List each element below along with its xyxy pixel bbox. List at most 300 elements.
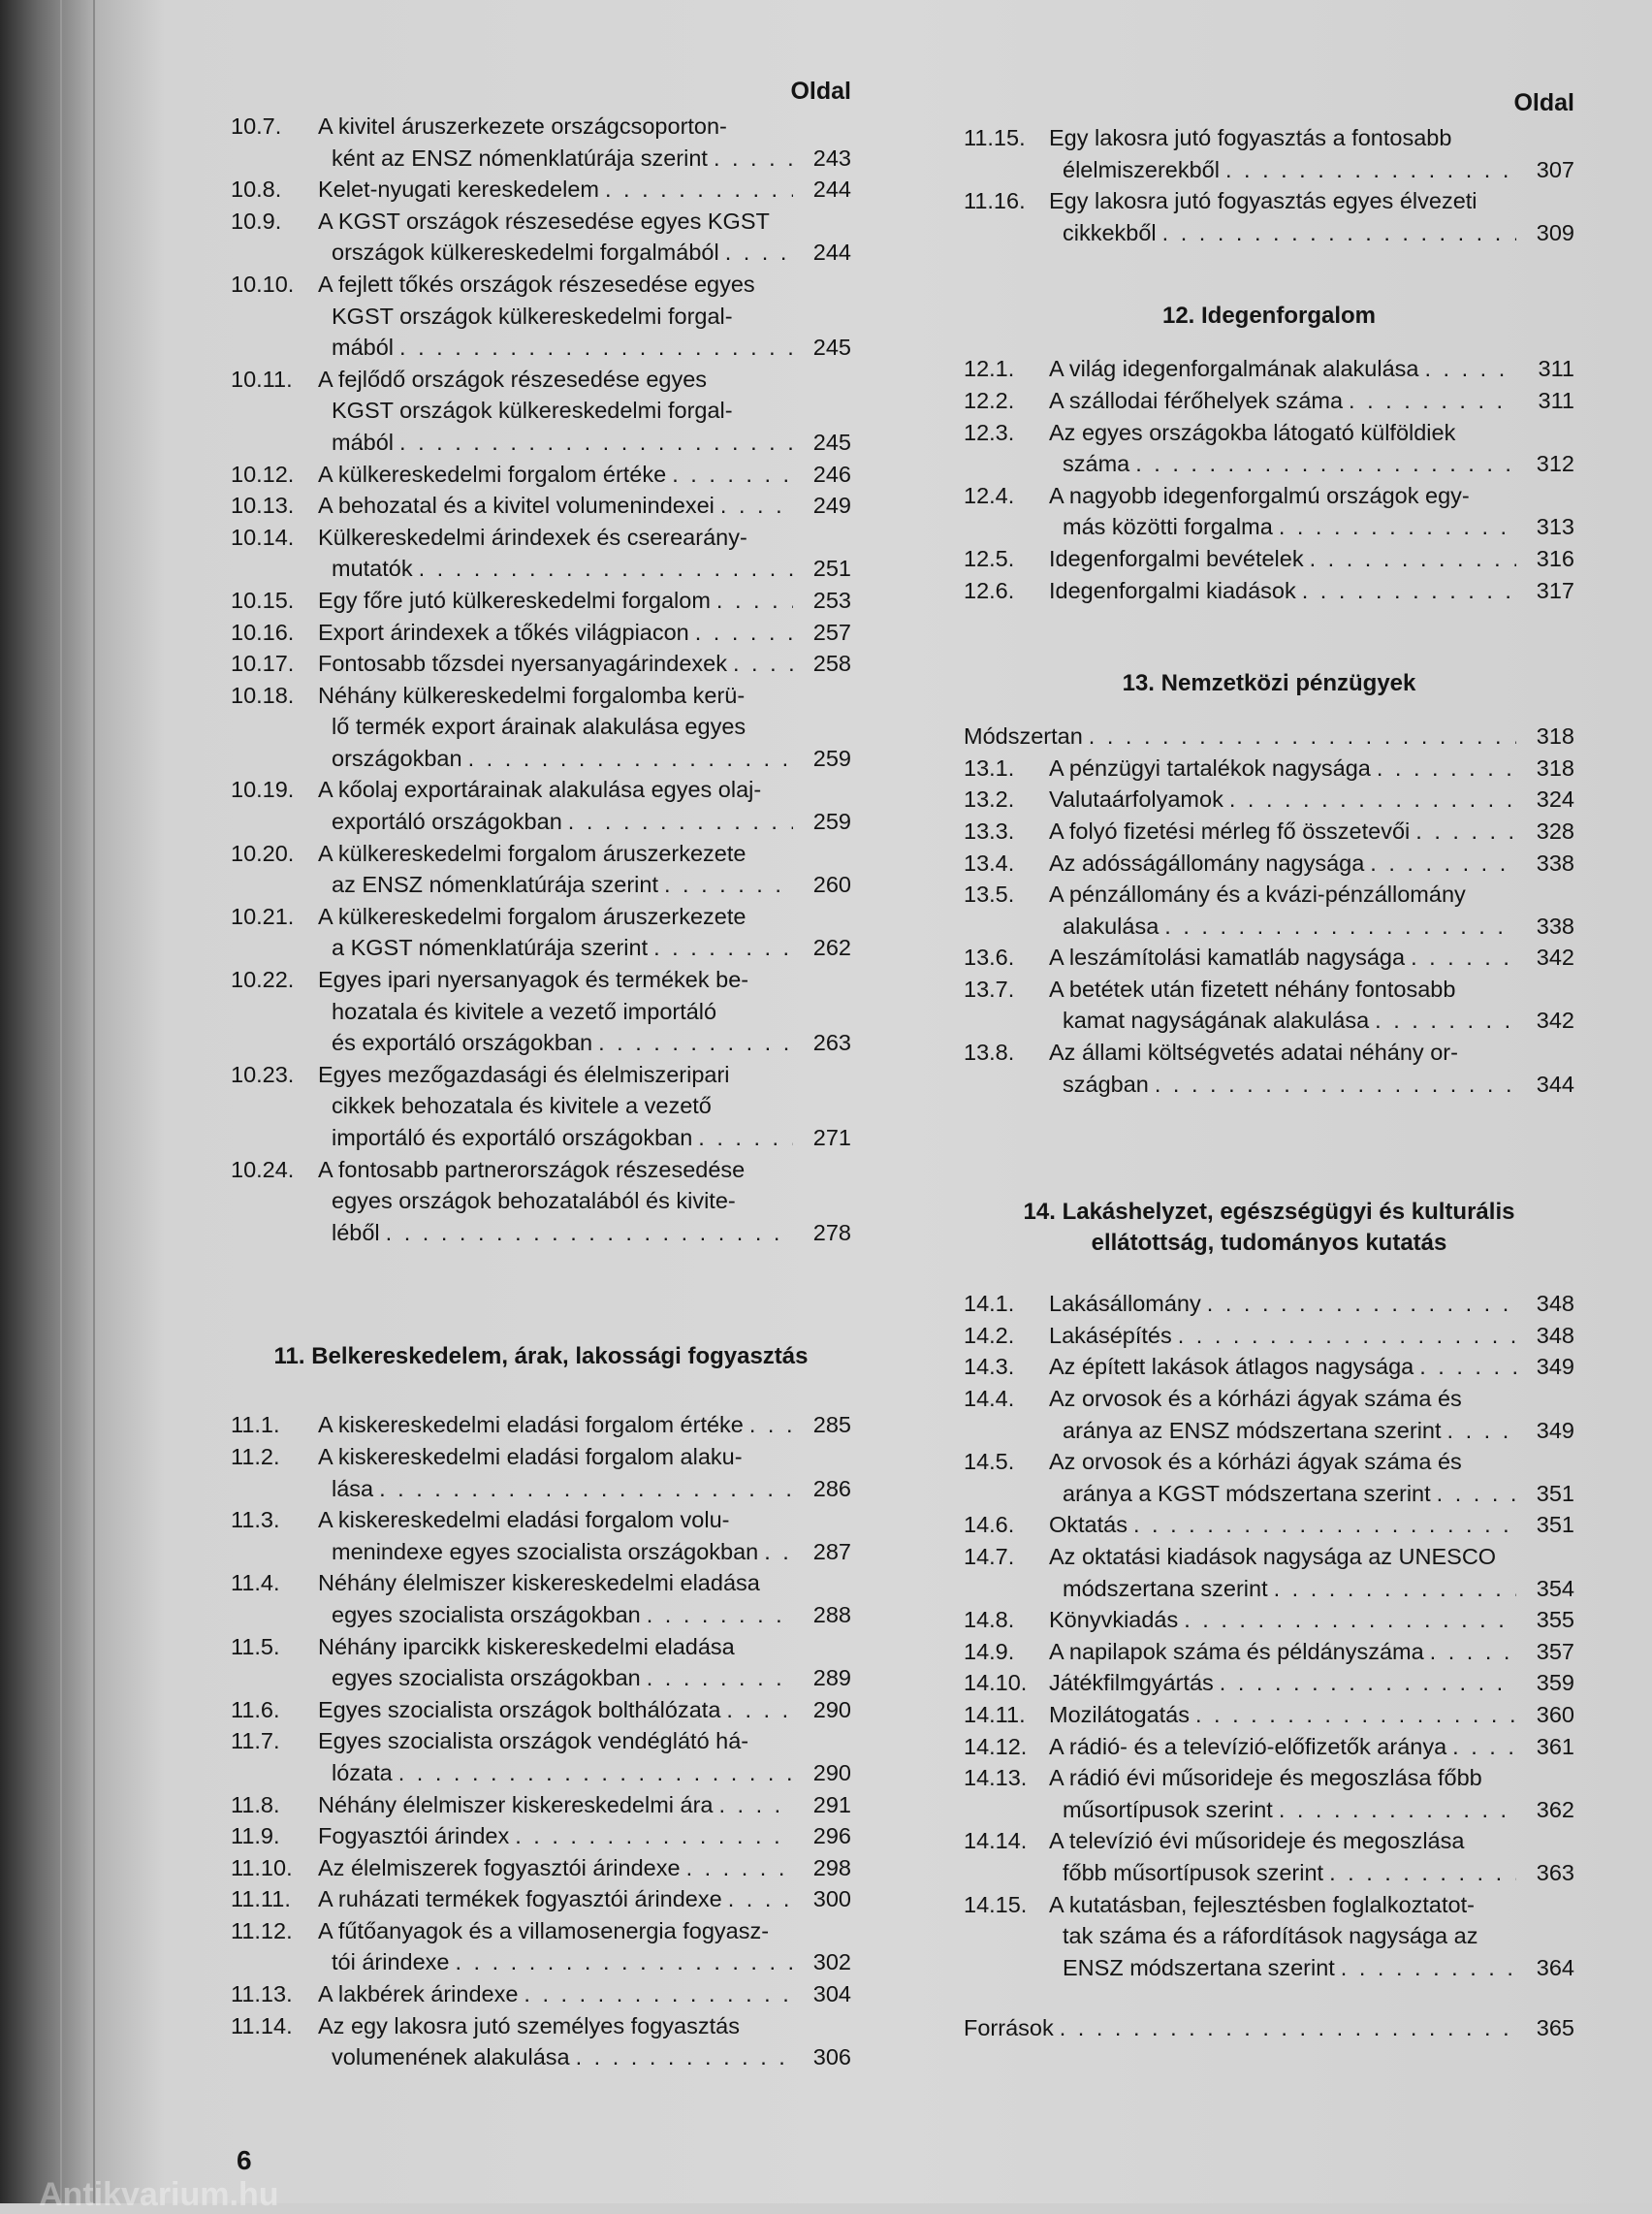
entry-title-line: Kelet-nyugati kereskedelem xyxy=(318,176,599,203)
entry-title-line: A folyó fizetési mérleg fő összetevői xyxy=(1049,818,1411,844)
dot-leader xyxy=(399,332,793,364)
entry-title-line: módszertana szerint xyxy=(1063,1575,1268,1601)
dot-leader xyxy=(1341,1952,1516,1984)
entry-title-line: Idegenforgalmi bevételek xyxy=(1049,545,1304,571)
entry-title-line: Az orvosok és a kórházi ágyak száma és xyxy=(1049,1386,1462,1412)
entry-title-line: mutatók xyxy=(332,556,413,582)
entry-number: 12.3. xyxy=(964,419,1015,445)
toc-entry[interactable] xyxy=(231,1820,851,1852)
entry-number: 14.11. xyxy=(964,1701,1026,1727)
toc-entry[interactable] xyxy=(231,964,851,1059)
entry-page: 246 xyxy=(812,461,851,487)
toc-entry[interactable] xyxy=(231,206,851,269)
entry-title-line: Egy lakosra jutó fogyasztás egyes élvezeti xyxy=(1049,188,1477,214)
entry-page: 313 xyxy=(1536,514,1574,540)
dot-leader xyxy=(1424,353,1516,385)
entry-number: 11.12. xyxy=(231,1917,293,1943)
dot-leader xyxy=(647,1599,793,1631)
section-11-title: 11. Belkereskedelem, árak, lakossági fogyasztás xyxy=(273,1343,809,1370)
entry-number: 12.6. xyxy=(964,577,1015,603)
toc-entry[interactable] xyxy=(231,585,851,617)
watermark: Antikvarium.hu xyxy=(39,2176,279,2213)
dot-leader xyxy=(515,1820,793,1852)
toc-entry[interactable] xyxy=(964,879,1574,942)
entry-number: 13.2. xyxy=(964,786,1015,813)
dot-leader xyxy=(1411,942,1516,974)
entry-number: 13.4. xyxy=(964,850,1015,876)
entry-number: 10.10. xyxy=(231,271,295,297)
toc-entry[interactable] xyxy=(964,1541,1574,1604)
entry-title-line: cikkek behozatala és kivitele a vezető xyxy=(332,1093,712,1119)
dot-leader xyxy=(1302,575,1516,607)
toc-entry[interactable] xyxy=(964,1351,1574,1383)
entry-title-line: A kiskereskedelmi eladási forgalom értéke xyxy=(318,1412,744,1438)
entry-page: 318 xyxy=(1536,723,1574,750)
entry-number: 10.23. xyxy=(231,1061,295,1087)
dot-leader xyxy=(647,1662,793,1694)
entry-title-line: lása xyxy=(332,1475,374,1501)
dot-leader xyxy=(716,585,793,617)
dot-leader xyxy=(1349,385,1516,417)
dot-leader xyxy=(695,617,793,649)
entry-page: 263 xyxy=(812,1030,851,1056)
entry-title-line: Egy lakosra jutó fogyasztás a fontosabb xyxy=(1049,125,1452,150)
left-column xyxy=(231,78,851,2073)
entry-title-line: Az állami költségvetés adatai néhány or- xyxy=(1049,1040,1458,1066)
entry-page: 311 xyxy=(1538,356,1574,382)
entry-title-line: A rádió évi műsorideje és megoszlása főbb xyxy=(1049,1765,1482,1791)
toc-entry[interactable] xyxy=(964,353,1574,385)
page-number: 6 xyxy=(237,2145,252,2175)
toc-entry[interactable] xyxy=(964,1762,1574,1825)
toc-entry[interactable] xyxy=(964,1320,1574,1352)
entry-title-line: egyes országok behozatalából és kivite- xyxy=(332,1188,736,1214)
toc-entry[interactable] xyxy=(231,648,851,680)
toc-entry[interactable] xyxy=(964,1825,1574,1888)
entry-title-line: tói árindexe xyxy=(332,1949,450,1975)
entry-number: 10.24. xyxy=(231,1156,295,1182)
entry-number: 11.13. xyxy=(231,1981,293,2007)
entry-title-line: száma xyxy=(1063,451,1130,477)
toc-entry[interactable] xyxy=(964,1037,1574,1100)
entry-number: 11.6. xyxy=(231,1696,280,1722)
toc-entry[interactable] xyxy=(231,174,851,206)
entry-number: 11.11. xyxy=(231,1886,291,1912)
dot-leader xyxy=(1207,1288,1516,1320)
entry-title-line: országok külkereskedelmi forgalmából xyxy=(332,240,719,266)
entry-page: 296 xyxy=(812,1823,851,1849)
entry-title-line: A pénzállomány és a kvázi-pénzállomány xyxy=(1049,882,1466,908)
entry-title: Módszertan xyxy=(964,723,1083,750)
entry-page: 244 xyxy=(812,176,851,203)
toc-entry[interactable] xyxy=(231,364,851,459)
entry-page: 300 xyxy=(812,1886,851,1912)
entry-title-line: ENSZ módszertana szerint xyxy=(1063,1954,1335,1980)
entry-page: 317 xyxy=(1536,577,1574,603)
entry-page: 309 xyxy=(1536,219,1574,245)
toc-entry[interactable] xyxy=(964,543,1574,575)
dot-leader xyxy=(399,427,793,459)
entry-title-line: aránya az ENSZ módszertana szerint xyxy=(1063,1417,1442,1443)
entry-page: 278 xyxy=(812,1219,851,1245)
toc-list-section-12 xyxy=(964,353,1574,606)
dot-leader xyxy=(524,1978,793,2010)
gutter-line xyxy=(93,0,95,2203)
entry-number: 14.9. xyxy=(964,1638,1015,1664)
entry-number: 10.13. xyxy=(231,493,295,519)
dot-leader xyxy=(1447,1415,1516,1447)
entry-title-line: Az egyes országokba látogató külföldiek xyxy=(1049,419,1456,445)
toc-entry[interactable] xyxy=(231,269,851,364)
entry-title-line: alakulása xyxy=(1063,913,1160,939)
toc-entry[interactable] xyxy=(231,1504,851,1567)
entry-page: 312 xyxy=(1536,451,1574,477)
toc-entry[interactable] xyxy=(964,575,1574,607)
entry-page: 249 xyxy=(812,493,851,519)
entry-title-line: Egyes ipari nyersanyagok és termékek be- xyxy=(318,967,749,993)
entry-number: 14.1. xyxy=(964,1291,1015,1317)
entry-page: 355 xyxy=(1536,1607,1574,1633)
dot-leader xyxy=(1329,1857,1516,1889)
entry-page: 348 xyxy=(1536,1291,1574,1317)
dot-leader xyxy=(1274,1573,1516,1605)
dot-leader xyxy=(664,869,793,901)
dot-leader xyxy=(1377,753,1516,785)
entry-title-line: A televízió évi műsorideje és megoszlása xyxy=(1049,1828,1465,1854)
entry-title-line: A kivitel áruszerkezete országcsoporton- xyxy=(318,113,727,139)
entry-title-line: A betétek után fizetett néhány fontosabb xyxy=(1049,976,1456,1002)
entry-page: 364 xyxy=(1536,1954,1574,1980)
entry-page: 245 xyxy=(812,335,851,361)
entry-title-line: A kiskereskedelmi eladási forgalom volu- xyxy=(318,1507,730,1533)
entry-title-line: A behozatal és a kivitel volumenindexei xyxy=(318,493,715,519)
toc-entry[interactable] xyxy=(964,122,1574,185)
toc-entry[interactable] xyxy=(964,1288,1574,1320)
entry-page: 298 xyxy=(812,1854,851,1880)
entry-title-line: mából xyxy=(332,429,395,455)
entry-page: 324 xyxy=(1536,786,1574,813)
entry-page: 328 xyxy=(1536,818,1574,844)
entry-title-line: A napilapok száma és példányszáma xyxy=(1049,1638,1424,1664)
toc-entry[interactable] xyxy=(231,1409,851,1441)
entry-page: 342 xyxy=(1536,945,1574,971)
entry-title-line: Egyes szocialista országok vendéglátó há- xyxy=(318,1728,749,1754)
gutter-line xyxy=(60,0,62,2203)
toc-entry[interactable] xyxy=(231,1694,851,1726)
toc-entry[interactable] xyxy=(964,185,1574,248)
entry-title-line: Az élelmiszerek fogyasztói árindexe xyxy=(318,1854,681,1880)
toc-entry[interactable] xyxy=(231,774,851,837)
dot-leader xyxy=(720,490,793,522)
toc-entry[interactable] xyxy=(231,901,851,964)
toc-entry[interactable] xyxy=(231,1441,851,1504)
entry-page: 365 xyxy=(1536,2015,1574,2041)
entry-page: 359 xyxy=(1536,1670,1574,1696)
entry-number: 11.4. xyxy=(231,1570,280,1596)
entry-title-line: Az orvosok és a kórházi ágyak száma és xyxy=(1049,1449,1462,1475)
entry-title-line: más közötti forgalma xyxy=(1063,514,1273,540)
entry-title-line: mából xyxy=(332,335,395,361)
entry-title-line: Az oktatási kiadások nagysága az UNESCO xyxy=(1049,1544,1497,1569)
toc-entry[interactable] xyxy=(231,490,851,522)
entry-title-line: országokban xyxy=(332,745,462,771)
section-14-title-line1: 14. Lakáshelyzet, egészségügyi és kulturális xyxy=(1023,1199,1515,1226)
dot-leader xyxy=(686,1852,793,1884)
entry-title-line: Egyes mezőgazdasági és élelmiszeripari xyxy=(318,1061,730,1087)
entry-title-line: kamat nagyságának alakulása xyxy=(1063,1008,1370,1034)
dot-leader xyxy=(379,1473,793,1505)
entry-title-line: A külkereskedelmi forgalom értéke xyxy=(318,461,667,487)
entry-number: 12.1. xyxy=(964,356,1015,382)
toc-entry[interactable] xyxy=(231,1852,851,1884)
dot-leader xyxy=(1184,1604,1516,1636)
entry-title-line: Egy főre jutó külkereskedelmi forgalom xyxy=(318,587,711,613)
dot-leader xyxy=(598,1027,793,1059)
entry-page: 260 xyxy=(812,872,851,898)
toc-entry[interactable] xyxy=(231,838,851,901)
toc-list-section-10 xyxy=(231,111,851,1248)
entry-number: 11.7. xyxy=(231,1728,280,1754)
oldal-header: Oldal xyxy=(790,78,851,105)
entry-number: 11.2. xyxy=(231,1443,280,1469)
entry-number: 10.17. xyxy=(231,651,295,677)
entry-page: 285 xyxy=(812,1412,851,1438)
entry-title-line: KGST országok külkereskedelmi forgal- xyxy=(332,303,733,329)
entry-page: 304 xyxy=(812,1981,851,2007)
entry-title-line: Néhány külkereskedelmi forgalomba kerü- xyxy=(318,682,746,708)
entry-number: 12.2. xyxy=(964,387,1015,413)
entry-title-line: A rádió- és a televízió-előfizetők aránya xyxy=(1049,1733,1447,1759)
toc-entry[interactable] xyxy=(964,1699,1574,1731)
toc-entry[interactable] xyxy=(964,1446,1574,1509)
entry-title-line: tak száma és a ráfordítások nagysága az xyxy=(1063,1923,1478,1949)
dot-leader xyxy=(1178,1320,1516,1352)
entry-number: 10.16. xyxy=(231,619,295,645)
entry-title-line: A fűtőanyagok és a villamosenergia fogyasz- xyxy=(318,1917,770,1943)
dot-leader xyxy=(1220,1667,1516,1699)
dot-leader xyxy=(749,1409,793,1441)
dot-leader xyxy=(1155,1069,1516,1101)
dot-leader xyxy=(1164,911,1516,943)
entry-title-line: szágban xyxy=(1063,1071,1149,1097)
dot-leader xyxy=(1279,511,1516,543)
toc-entry[interactable] xyxy=(964,1604,1574,1636)
entry-title-line: Lakásépítés xyxy=(1049,1322,1172,1348)
entry-title-line: A pénzügyi tartalékok nagysága xyxy=(1049,754,1371,781)
entry-title-line: Néhány élelmiszer kiskereskedelmi eladása xyxy=(318,1570,760,1596)
entry-title-line: Mozilátogatás xyxy=(1049,1701,1190,1727)
toc-entry[interactable] xyxy=(231,1725,851,1788)
entry-page: 351 xyxy=(1536,1480,1574,1506)
toc-list-section-11-cont xyxy=(964,122,1574,248)
entry-title-line: főbb műsortípusok szerint xyxy=(1063,1859,1324,1885)
dot-leader xyxy=(1195,1699,1516,1731)
dot-leader xyxy=(714,143,793,175)
dot-leader xyxy=(1419,1351,1516,1383)
dot-leader xyxy=(725,237,793,269)
toc-entry[interactable] xyxy=(964,1383,1574,1446)
entry-number: 13.5. xyxy=(964,882,1015,908)
toc-entry[interactable] xyxy=(964,784,1574,816)
entry-number: 13.8. xyxy=(964,1040,1015,1066)
entry-number: 14.4. xyxy=(964,1386,1015,1412)
dot-leader xyxy=(419,553,793,585)
entry-title-line: az ENSZ nómenklatúrája szerint xyxy=(332,872,658,898)
entry-page: 290 xyxy=(812,1696,851,1722)
entry-number: 10.9. xyxy=(231,208,282,234)
entry-page: 271 xyxy=(812,1125,851,1150)
entry-page: 302 xyxy=(812,1949,851,1975)
toc-entry[interactable] xyxy=(231,1915,851,1978)
dot-leader xyxy=(468,743,793,775)
toc-entry[interactable] xyxy=(231,680,851,775)
right-column xyxy=(964,89,1574,2044)
entry-page: 354 xyxy=(1536,1575,1574,1601)
toc-entry[interactable] xyxy=(231,2010,851,2073)
toc-entry[interactable] xyxy=(964,1889,1574,1984)
toc-entry[interactable] xyxy=(964,480,1574,543)
toc-entry[interactable] xyxy=(964,753,1574,785)
entry-number: 11.10. xyxy=(231,1854,293,1880)
entry-title: Források xyxy=(964,2015,1054,2041)
dot-leader xyxy=(764,1536,793,1568)
entry-title-line: Néhány iparcikk kiskereskedelmi eladása xyxy=(318,1633,735,1659)
toc-entry[interactable] xyxy=(964,385,1574,417)
dot-leader xyxy=(456,1946,794,1978)
entry-page: 338 xyxy=(1536,913,1574,939)
entry-title-line: Könyvkiadás xyxy=(1049,1607,1179,1633)
section-12-title: 12. Idegenforgalom xyxy=(1161,303,1377,330)
dot-leader xyxy=(1229,784,1516,816)
entry-title-line: menindexe egyes szocialista országokban xyxy=(332,1538,759,1564)
entry-page: 291 xyxy=(812,1791,851,1817)
toc-entry[interactable] xyxy=(964,1636,1574,1668)
dot-leader xyxy=(1135,448,1516,480)
entry-title-line: egyes szocialista országokban xyxy=(332,1665,641,1691)
dot-leader xyxy=(1430,1636,1516,1668)
dot-leader xyxy=(1060,2012,1516,2044)
dot-leader xyxy=(1225,154,1516,186)
toc-entry[interactable] xyxy=(231,1789,851,1821)
entry-page: 351 xyxy=(1536,1512,1574,1538)
entry-page: 342 xyxy=(1536,1008,1574,1034)
entry-page: 349 xyxy=(1536,1417,1574,1443)
entry-title-line: A kőolaj exportárainak alakulása egyes olaj- xyxy=(318,777,762,803)
entry-page: 251 xyxy=(812,556,851,582)
toc-entry[interactable] xyxy=(964,974,1574,1037)
entry-page: 361 xyxy=(1536,1733,1574,1759)
entry-page: 362 xyxy=(1536,1796,1574,1822)
entry-number: 10.8. xyxy=(231,176,282,203)
dot-leader xyxy=(733,648,793,680)
dot-leader xyxy=(1089,721,1516,753)
entry-page: 243 xyxy=(812,144,851,171)
entry-page: 338 xyxy=(1536,850,1574,876)
entry-title-line: A ruházati termékek fogyasztói árindexe xyxy=(318,1886,722,1912)
entry-number: 14.7. xyxy=(964,1544,1015,1569)
entry-title-line: a KGST nómenklatúrája szerint xyxy=(332,935,649,961)
toc-entry[interactable] xyxy=(231,1567,851,1630)
entry-title-line: A világ idegenforgalmának alakulása xyxy=(1049,356,1419,382)
toc-entry[interactable] xyxy=(964,1667,1574,1699)
entry-number: 11.14. xyxy=(231,2012,293,2038)
toc-entry-forrasok[interactable] xyxy=(964,2012,1574,2044)
dot-leader xyxy=(653,932,793,964)
toc-entry[interactable] xyxy=(231,617,851,649)
entry-number: 10.22. xyxy=(231,967,295,993)
toc-entry[interactable] xyxy=(231,1059,851,1154)
entry-title-line: A kutatásban, fejlesztésben foglalkoztatot- xyxy=(1049,1891,1475,1917)
toc-entry[interactable] xyxy=(231,459,851,491)
toc-entry[interactable] xyxy=(964,1509,1574,1541)
entry-page: 357 xyxy=(1536,1638,1574,1664)
entry-page: 253 xyxy=(812,587,851,613)
entry-title-line: műsortípusok szerint xyxy=(1063,1796,1273,1822)
entry-number: 14.8. xyxy=(964,1607,1015,1633)
dot-leader xyxy=(1310,543,1516,575)
dot-leader xyxy=(1279,1794,1516,1826)
entry-number: 10.12. xyxy=(231,461,295,487)
entry-number: 14.12. xyxy=(964,1733,1028,1759)
dot-leader xyxy=(1370,848,1516,880)
entry-title-line: Az egy lakosra jutó személyes fogyasztás xyxy=(318,2012,740,2038)
entry-title-line: exportáló országokban xyxy=(332,809,562,835)
toc-list-section-13 xyxy=(964,753,1574,1101)
entry-number: 14.14. xyxy=(964,1828,1028,1854)
toc-entry[interactable] xyxy=(231,1154,851,1249)
toc-entry[interactable] xyxy=(964,417,1574,480)
entry-title-line: cikkekből xyxy=(1063,219,1157,245)
dot-leader xyxy=(576,2041,793,2073)
entry-title-line: A külkereskedelmi forgalom áruszerkezete xyxy=(318,840,747,866)
toc-entry[interactable] xyxy=(231,1883,851,1915)
entry-number: 10.14. xyxy=(231,524,295,550)
entry-title-line: Néhány élelmiszer kiskereskedelmi ára xyxy=(318,1791,714,1817)
toc-entry[interactable] xyxy=(231,1631,851,1694)
entry-number: 13.7. xyxy=(964,976,1015,1002)
entry-title-line: aránya a KGST módszertana szerint xyxy=(1063,1480,1431,1506)
entry-title-line: A külkereskedelmi forgalom áruszerkezete xyxy=(318,903,747,929)
toc-entry[interactable] xyxy=(964,1731,1574,1763)
toc-entry[interactable] xyxy=(231,522,851,585)
entry-title-line: Lakásállomány xyxy=(1049,1291,1201,1317)
entry-title-line: Külkereskedelmi árindexek és cserearány- xyxy=(318,524,747,550)
entry-number: 11.3. xyxy=(231,1507,280,1533)
toc-entry[interactable] xyxy=(964,816,1574,848)
dot-leader xyxy=(605,174,793,206)
dot-leader xyxy=(672,459,793,491)
entry-page: 287 xyxy=(812,1538,851,1564)
entry-number: 10.15. xyxy=(231,587,295,613)
toc-entry[interactable] xyxy=(231,1978,851,2010)
toc-list-section-14 xyxy=(964,1288,1574,1983)
entry-title-line: Oktatás xyxy=(1049,1512,1128,1538)
entry-title-line: lózata xyxy=(332,1759,393,1785)
entry-number: 14.3. xyxy=(964,1354,1015,1380)
toc-entry[interactable] xyxy=(231,111,851,174)
entry-title-line: A lakbérek árindexe xyxy=(318,1981,519,2007)
dot-leader xyxy=(398,1757,793,1789)
entry-title-line: A szállodai férőhelyek száma xyxy=(1049,387,1344,413)
entry-title-line: volumenének alakulása xyxy=(332,2044,570,2070)
entry-title-line: Játékfilmgyártás xyxy=(1049,1670,1214,1696)
entry-number: 11.5. xyxy=(231,1633,280,1659)
toc-entry[interactable] xyxy=(964,848,1574,880)
toc-entry[interactable] xyxy=(964,942,1574,974)
entry-page: 344 xyxy=(1536,1071,1574,1097)
entry-title-line: Idegenforgalmi kiadások xyxy=(1049,577,1296,603)
toc-entry-modszertan[interactable] xyxy=(964,721,1574,753)
